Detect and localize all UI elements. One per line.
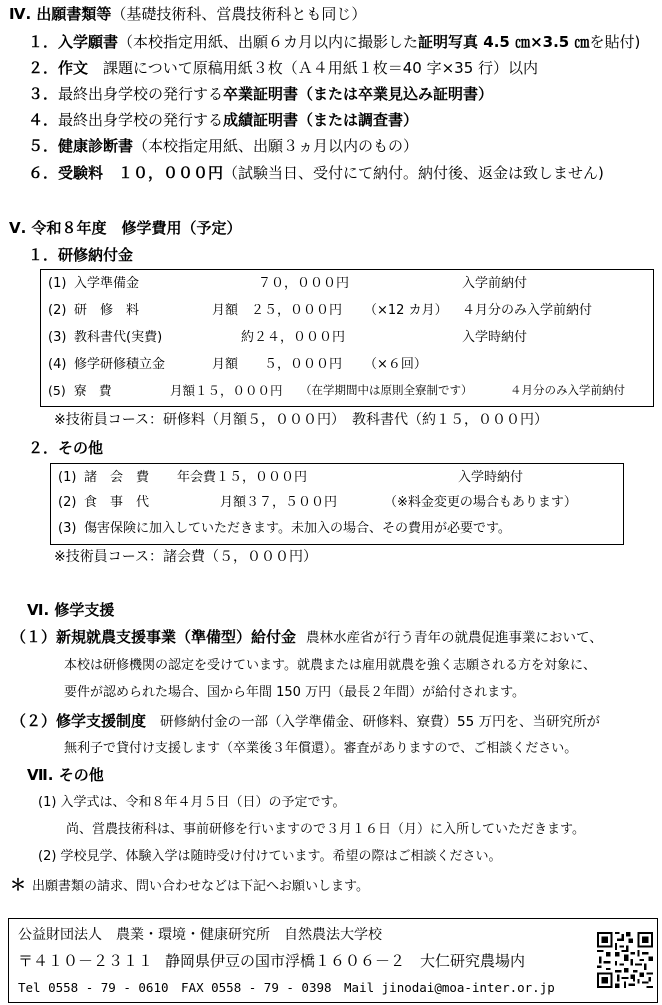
section-4-heading: Ⅳ. 出願書類等（基礎技術科、営農技術科とも同じ）	[9, 5, 367, 23]
section-7-heading: Ⅶ. その他	[27, 766, 104, 784]
sec4-item-4: ４．最終出身学校の発行する成績証明書（または調査書）	[28, 111, 419, 129]
other-info-line-3: (2) 学校見学、体験入学は随時受け付けています。希望の際はご相談ください。	[38, 849, 502, 864]
sec4-item-5: ５．健康診断書（本校指定用紙、出願３ヵ月以内のもの）	[28, 137, 419, 155]
other-info-line-2: 尚、営農技術科は、事前研修を行いますので３月１６日（月）に入所していただきます。	[66, 822, 585, 837]
support-1-line-2: 本校は研修機関の認定を受けています。就農または雇用就農を強く志願される方を対象に、	[64, 658, 596, 673]
fees-tech-note: ※技術員コース：研修料（月額５，０００円） 教科書代（約１５，０００円）	[54, 412, 549, 428]
contact-address: 〒４１０－２３１１ 静岡県伊豆の国市浮橋１６０６－２ 大仁研究農場内	[18, 952, 526, 970]
other-tech-note: ※技術員コース：諸会費（５，０００円）	[54, 549, 318, 565]
support-1-line-1: （１）新規就農支援事業（準備型）給付金 農林水産省が行う青年の就農促進事業において、	[11, 628, 603, 646]
support-2-line-1: （２）修学支援制度 研修納付金の一部（入学準備金、研修料、寮費）55 万円を、当研究所が	[11, 712, 600, 730]
sec4-item-6: ６．受験料 １０，０００円（試験当日、受付にて納付。納付後、返金は致しません)	[28, 164, 604, 182]
support-1-line-3: 要件が認められた場合、国から年間 150 万円（最長２年間）が給付されます。	[64, 685, 526, 700]
qr-code-icon	[597, 932, 653, 988]
contact-org: 公益財団法人 農業・環境・健康研究所 自然農法大学校	[18, 927, 382, 943]
sec4-item-2: ２．作文 課題について原稿用紙３枚（Ａ４用紙１枚＝40 字×35 行）以内	[28, 59, 539, 77]
section-5-heading: Ⅴ. 令和８年度 修学費用（予定）	[9, 219, 242, 237]
other-info-line-4: ＊ 出願書類の請求、問い合わせなどは下記へお願いします。	[10, 875, 369, 894]
section-6-heading: Ⅵ. 修学支援	[27, 601, 115, 619]
sec4-item-1: １．入学願書（本校指定用紙、出願６カ月以内に撮影した証明写真 4.5 ㎝×3.5 ㎝を貼付)	[28, 33, 641, 51]
other-info-line-1: (1) 入学式は、令和８年４月５日（日）の予定です。	[38, 795, 346, 810]
fees-subheading: １．研修納付金	[28, 246, 134, 264]
contact-phone-fax-mail: Tel 0558 - 79 - 0610 FAX 0558 - 79 - 0398 Mail jinodai@moa-inter.or.jp	[18, 980, 555, 995]
other-fees-subheading: ２．その他	[28, 439, 104, 457]
support-2-line-2: 無利子で貸付け支援します（卒業後３年償還）。審査がありますので、ご相談ください。	[64, 741, 578, 756]
sec4-item-3: ３．最終出身学校の発行する卒業証明書（または卒業見込み証明書）	[28, 85, 494, 103]
